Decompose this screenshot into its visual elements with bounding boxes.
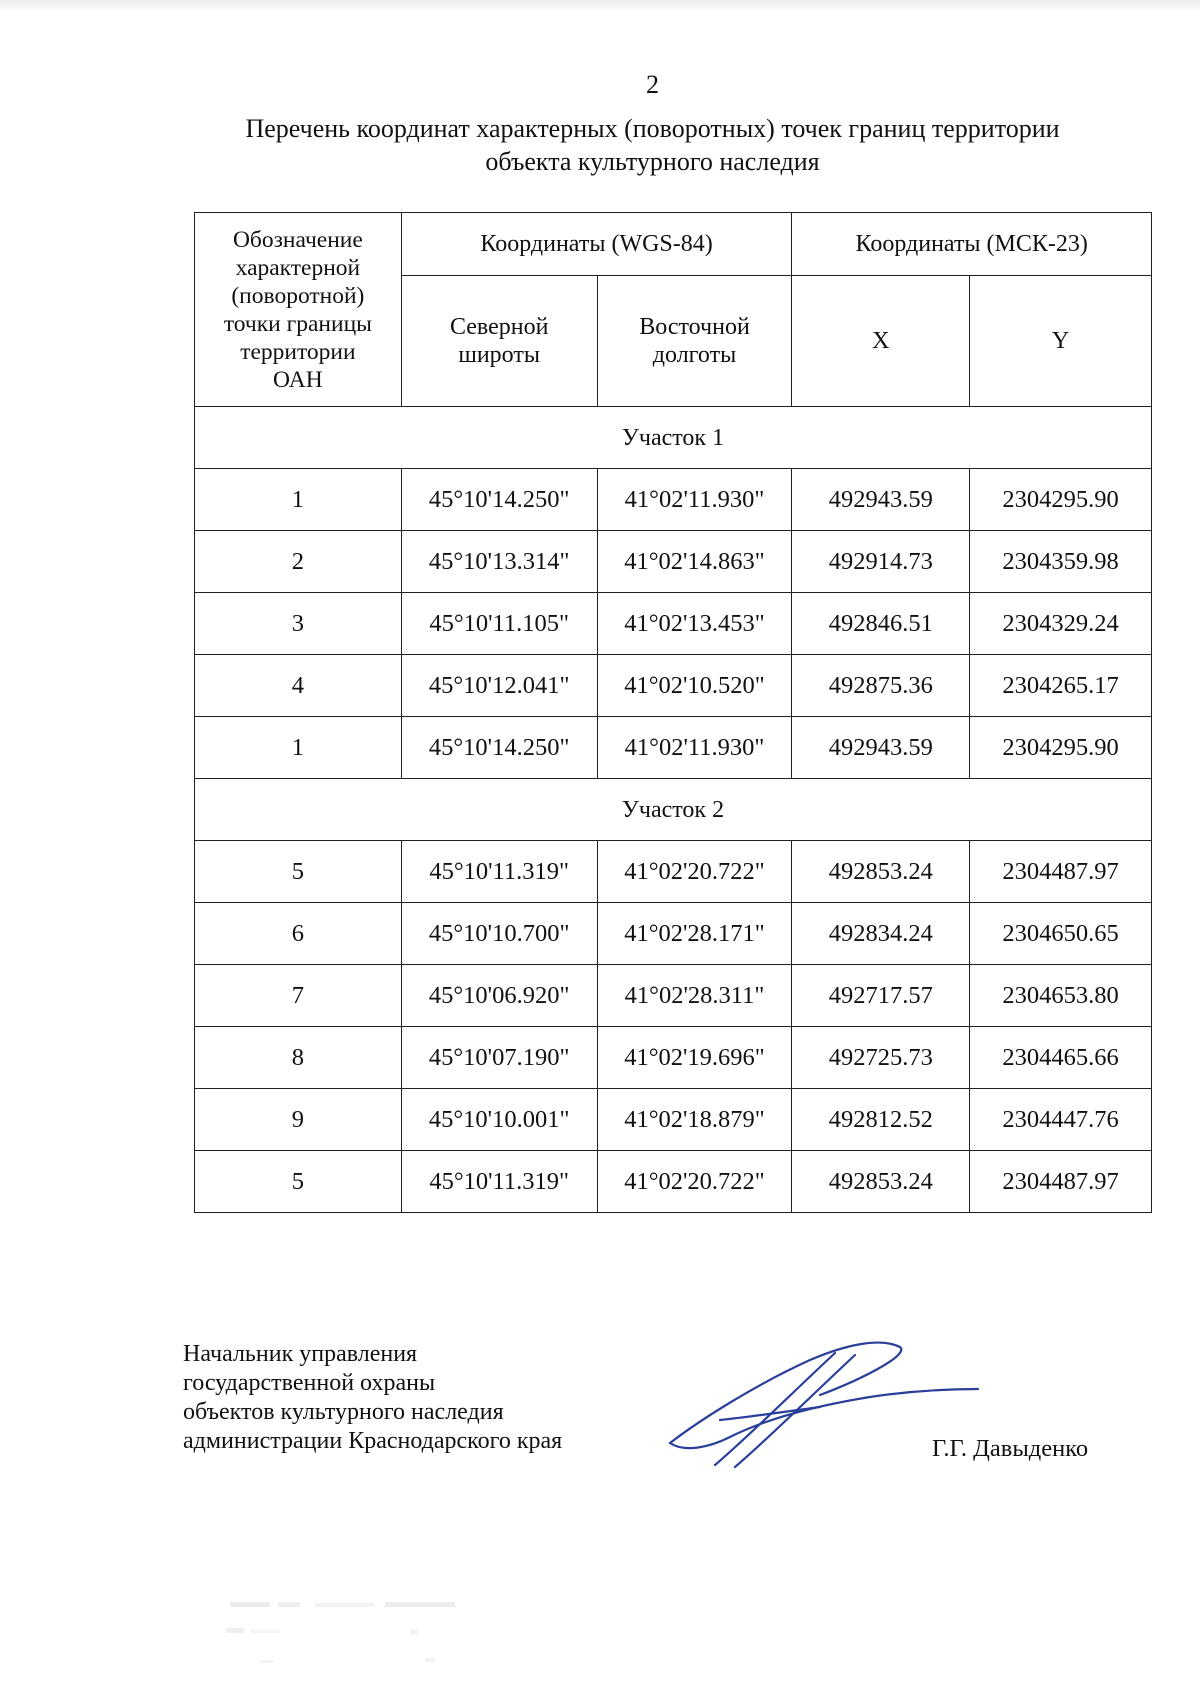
section-row — [195, 779, 1152, 841]
cell-y: 2304650.65 — [970, 903, 1152, 965]
table-row — [195, 655, 1152, 717]
cell-x: 492875.36 — [792, 655, 970, 717]
table-row — [195, 1151, 1152, 1213]
cell-point: 2 — [195, 531, 402, 593]
cell-lat: 45°10'11.105" — [401, 593, 597, 655]
cell-lat: 45°10'11.319" — [401, 841, 597, 903]
cell-y: 2304653.80 — [970, 965, 1152, 1027]
cell-lon: 41°02'10.520" — [597, 655, 792, 717]
position-line: объектов культурного наследия — [183, 1399, 504, 1425]
coordinates-table — [194, 212, 1152, 1213]
cell-point: 9 — [195, 1089, 402, 1151]
cell-x: 492943.59 — [792, 717, 970, 779]
cell-lat: 45°10'14.250" — [401, 469, 597, 531]
cell-lon: 41°02'18.879" — [597, 1089, 792, 1151]
scan-edge-shadow — [0, 0, 1200, 12]
header-point-line: Обозначение — [232, 226, 363, 253]
header-latitude-line: Северной — [449, 314, 549, 340]
cell-lon: 41°02'14.863" — [597, 531, 792, 593]
table-row — [195, 965, 1152, 1027]
header-point-line: ОАН — [273, 366, 323, 393]
table-row — [195, 593, 1152, 655]
header-point-line: точки границы — [223, 310, 372, 337]
cell-lon: 41°02'13.453" — [597, 593, 792, 655]
header-point-line: территории — [240, 338, 356, 365]
table-row — [195, 903, 1152, 965]
table-row — [195, 1027, 1152, 1089]
header-y: Y — [970, 276, 1152, 407]
cell-lon: 41°02'28.171" — [597, 903, 792, 965]
cell-y: 2304329.24 — [970, 593, 1152, 655]
cell-point: 5 — [195, 1151, 402, 1213]
position-line: государственной охраны — [183, 1370, 436, 1396]
header-longitude — [597, 276, 792, 407]
section-label: Участок 1 — [195, 407, 1152, 469]
header-latitude — [401, 276, 597, 407]
document-title — [150, 112, 1155, 178]
cell-y: 2304487.97 — [970, 1151, 1152, 1213]
header-latitude-line: широты — [458, 342, 540, 368]
cell-x: 492717.57 — [792, 965, 970, 1027]
cell-lat: 45°10'13.314" — [401, 531, 597, 593]
header-point-line: характерной — [235, 254, 361, 281]
cell-y: 2304487.97 — [970, 841, 1152, 903]
table-row — [195, 469, 1152, 531]
section-row — [195, 407, 1152, 469]
cell-lon: 41°02'20.722" — [597, 1151, 792, 1213]
header-row-groups — [195, 213, 1152, 276]
cell-x: 492943.59 — [792, 469, 970, 531]
cell-lat: 45°10'12.041" — [401, 655, 597, 717]
cell-point: 5 — [195, 841, 402, 903]
cell-lon: 41°02'19.696" — [597, 1027, 792, 1089]
header-point-designation — [195, 213, 402, 407]
cell-y: 2304295.90 — [970, 717, 1152, 779]
header-longitude-line: долготы — [652, 342, 737, 368]
cell-x: 492853.24 — [792, 841, 970, 903]
cell-point: 4 — [195, 655, 402, 717]
cell-lat: 45°10'10.700" — [401, 903, 597, 965]
cell-lat: 45°10'10.001" — [401, 1089, 597, 1151]
table-row — [195, 531, 1152, 593]
cell-y: 2304359.98 — [970, 531, 1152, 593]
cell-y: 2304265.17 — [970, 655, 1152, 717]
header-longitude-line: Восточной — [639, 314, 750, 340]
cell-lon: 41°02'20.722" — [597, 841, 792, 903]
table-row — [195, 1089, 1152, 1151]
table-row — [195, 717, 1152, 779]
header-msk23-group: Координаты (МСК-23) — [792, 213, 1152, 276]
section-label: Участок 2 — [195, 779, 1152, 841]
cell-lon: 41°02'28.311" — [597, 965, 792, 1027]
cell-lat: 45°10'07.190" — [401, 1027, 597, 1089]
cell-lat: 45°10'06.920" — [401, 965, 597, 1027]
cell-x: 492846.51 — [792, 593, 970, 655]
cell-x: 492812.52 — [792, 1089, 970, 1151]
cell-y: 2304295.90 — [970, 469, 1152, 531]
header-x: X — [792, 276, 970, 407]
cell-point: 1 — [195, 717, 402, 779]
cell-x: 492834.24 — [792, 903, 970, 965]
cell-point: 7 — [195, 965, 402, 1027]
cell-y: 2304465.66 — [970, 1027, 1152, 1089]
position-line: Начальник управления — [183, 1341, 418, 1367]
cell-lon: 41°02'11.930" — [597, 717, 792, 779]
signer-name: Г.Г. Давыденко — [932, 1435, 1089, 1462]
cell-y: 2304447.76 — [970, 1089, 1152, 1151]
page-number: 2 — [646, 70, 659, 99]
cell-lat: 45°10'14.250" — [401, 717, 597, 779]
table-row — [195, 841, 1152, 903]
cell-x: 492914.73 — [792, 531, 970, 593]
cell-x: 492725.73 — [792, 1027, 970, 1089]
position-line: администрации Краснодарского края — [183, 1428, 563, 1454]
cell-point: 1 — [195, 469, 402, 531]
cell-lon: 41°02'11.930" — [597, 469, 792, 531]
cell-point: 3 — [195, 593, 402, 655]
header-point-line: (поворотной) — [231, 282, 365, 309]
header-wgs84-group: Координаты (WGS-84) — [401, 213, 792, 276]
cell-point: 6 — [195, 903, 402, 965]
cell-lat: 45°10'11.319" — [401, 1151, 597, 1213]
faint-stamp-mark — [220, 1590, 540, 1680]
cell-point: 8 — [195, 1027, 402, 1089]
signer-position — [183, 1340, 562, 1456]
cell-x: 492853.24 — [792, 1151, 970, 1213]
title-line-2: объекта культурного наследия — [485, 147, 820, 176]
title-line-1: Перечень координат характерных (поворотных) точек границ территории — [245, 114, 1060, 143]
